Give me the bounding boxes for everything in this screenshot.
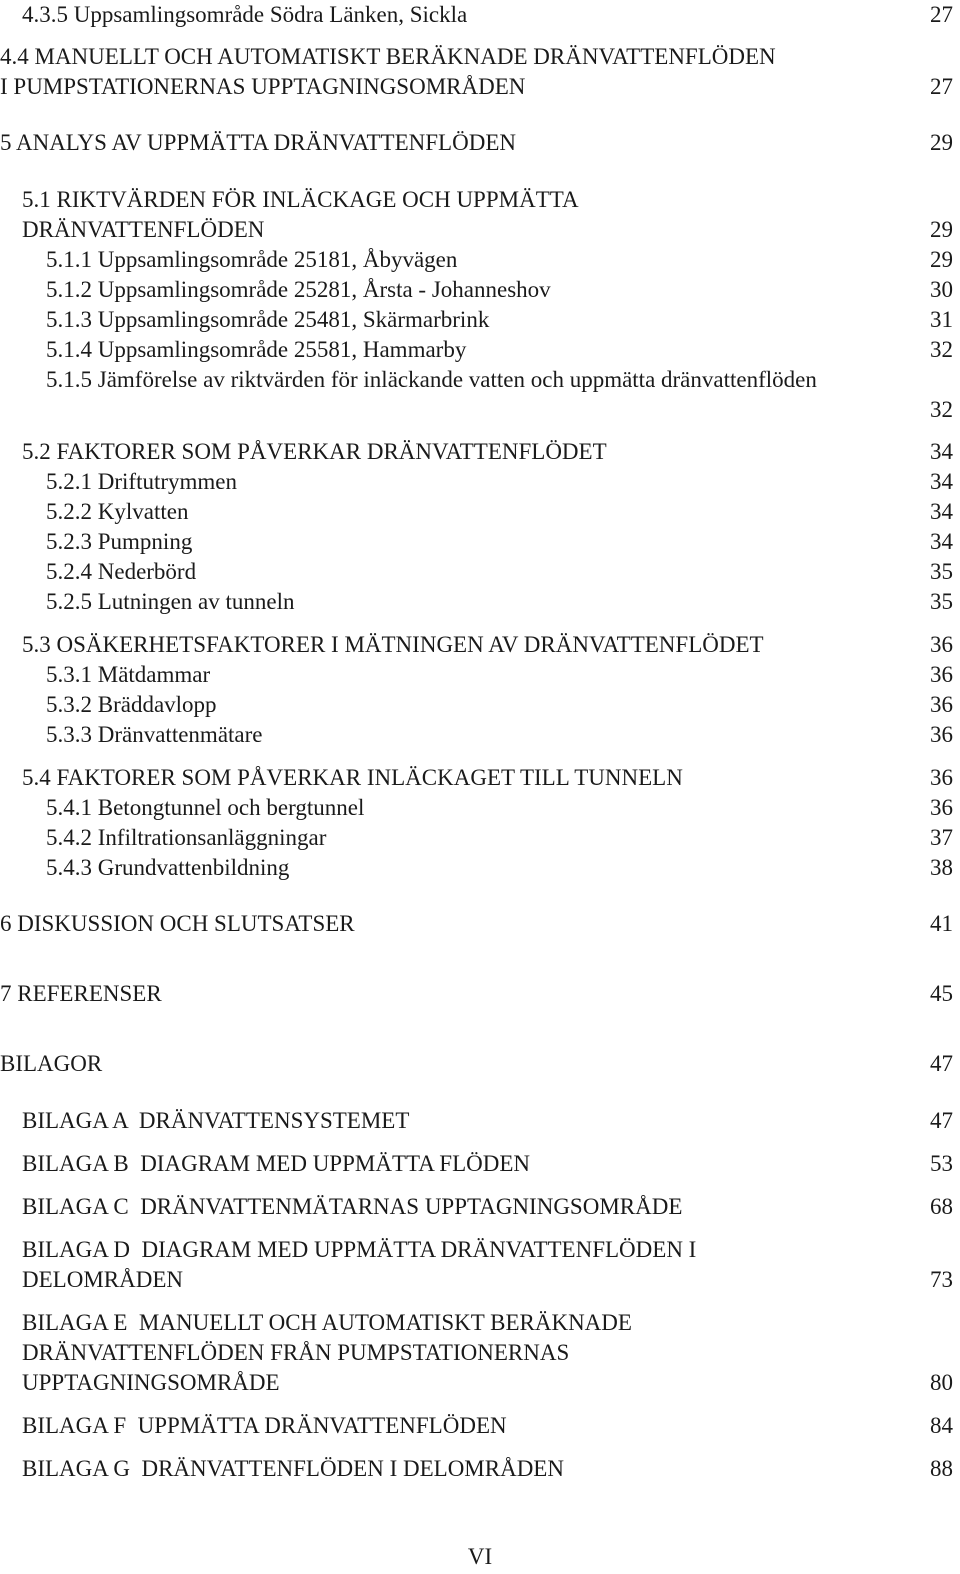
toc-page-number: 27 bbox=[930, 74, 953, 99]
toc-entry-line bbox=[46, 690, 953, 720]
toc-entry[interactable] bbox=[46, 720, 953, 750]
toc-entry-title: 5.2.2 Kylvatten bbox=[46, 499, 189, 524]
toc-entry[interactable] bbox=[46, 557, 953, 587]
toc-entry-line bbox=[46, 497, 953, 527]
toc-entry-line bbox=[22, 1411, 953, 1441]
toc-page-number: 47 bbox=[930, 1108, 953, 1133]
toc-page-number: 36 bbox=[930, 765, 953, 790]
toc-entry-title: BILAGA A DRÄNVATTENSYSTEMET bbox=[22, 1108, 410, 1133]
toc-entry-title: 5.1.4 Uppsamlingsområde 25581, Hammarby bbox=[46, 337, 467, 362]
toc-entry[interactable] bbox=[46, 497, 953, 527]
toc-page-number: 32 bbox=[930, 337, 953, 362]
toc-entry-line bbox=[46, 365, 953, 395]
toc-entry-title: 5.1.3 Uppsamlingsområde 25481, Skärmarbrink bbox=[46, 307, 490, 332]
toc-page-number: 38 bbox=[930, 855, 953, 880]
toc-page-number: 84 bbox=[930, 1413, 953, 1438]
toc-page-number: 53 bbox=[930, 1151, 953, 1176]
toc-entry-line bbox=[46, 275, 953, 305]
toc-page-number: 34 bbox=[930, 499, 953, 524]
toc-entry-title: BILAGA F UPPMÄTTA DRÄNVATTENFLÖDEN bbox=[22, 1413, 507, 1438]
toc-entry-line bbox=[46, 660, 953, 690]
toc-entry[interactable] bbox=[46, 467, 953, 497]
toc-entry[interactable] bbox=[22, 1149, 953, 1179]
toc-entry[interactable] bbox=[0, 909, 953, 939]
toc-entry-title: BILAGA B DIAGRAM MED UPPMÄTTA FLÖDEN bbox=[22, 1151, 531, 1176]
toc-page-number: 80 bbox=[930, 1370, 953, 1395]
toc-entry-title: 5.1 RIKTVÄRDEN FÖR INLÄCKAGE OCH UPPMÄTTA bbox=[22, 187, 579, 212]
toc-entry-line bbox=[46, 557, 953, 587]
toc-entry[interactable] bbox=[22, 185, 953, 245]
toc-entry-line bbox=[46, 245, 953, 275]
toc-entry-title: 5.4.1 Betongtunnel och bergtunnel bbox=[46, 795, 365, 820]
toc-entry[interactable] bbox=[22, 1411, 953, 1441]
toc-entry-line bbox=[22, 0, 953, 30]
toc-entry[interactable] bbox=[22, 1308, 953, 1398]
toc-entry-line bbox=[46, 335, 953, 365]
toc-entry-line bbox=[46, 467, 953, 497]
toc-entry-title: 5 ANALYS AV UPPMÄTTA DRÄNVATTENFLÖDEN bbox=[0, 130, 516, 155]
toc-entry-line bbox=[22, 215, 953, 245]
toc-page-number: 36 bbox=[930, 662, 953, 687]
toc-entry-title: I PUMPSTATIONERNAS UPPTAGNINGSOMRÅDEN bbox=[0, 74, 526, 99]
toc-entry-line bbox=[22, 185, 953, 215]
toc-page-number: 36 bbox=[930, 632, 953, 657]
toc-entry-title: 5.3.2 Bräddavlopp bbox=[46, 692, 217, 717]
toc-entry-title: 5.1.5 Jämförelse av riktvärden för inläckande vatten och uppmätta dränvattenflöden bbox=[46, 367, 817, 392]
toc-entry-line bbox=[46, 720, 953, 750]
toc-entry[interactable] bbox=[46, 365, 953, 425]
toc-page-number: 35 bbox=[930, 589, 953, 614]
toc-page-number: 41 bbox=[930, 911, 953, 936]
toc-entry[interactable] bbox=[22, 1235, 953, 1295]
toc-entry-title: 5.1.1 Uppsamlingsområde 25181, Åbyvägen bbox=[46, 247, 458, 272]
toc-entry-title: 5.2.5 Lutningen av tunneln bbox=[46, 589, 295, 614]
toc-entry-line bbox=[46, 395, 953, 425]
toc-entry-title: 5.4.2 Infiltrationsanläggningar bbox=[46, 825, 327, 850]
toc-entry[interactable] bbox=[0, 128, 953, 158]
toc-entry-title: 5.2 FAKTORER SOM PÅVERKAR DRÄNVATTENFLÖDET bbox=[22, 439, 607, 464]
toc-page-number: 29 bbox=[930, 130, 953, 155]
toc-entry-line bbox=[22, 1265, 953, 1295]
toc-page-number: 27 bbox=[930, 2, 953, 27]
toc-entry-line bbox=[46, 793, 953, 823]
toc-page-number: 36 bbox=[930, 692, 953, 717]
toc-page-number: 30 bbox=[930, 277, 953, 302]
toc-entry[interactable] bbox=[46, 690, 953, 720]
toc-entry[interactable] bbox=[0, 979, 953, 1009]
toc-entry[interactable] bbox=[46, 305, 953, 335]
toc-entry-line bbox=[46, 823, 953, 853]
toc-page-number: 34 bbox=[930, 439, 953, 464]
toc-entry[interactable] bbox=[0, 1049, 953, 1079]
toc-entry-title: 5.1.2 Uppsamlingsområde 25281, Årsta - Johanneshov bbox=[46, 277, 551, 302]
toc-entry-title: 5.3.3 Dränvattenmätare bbox=[46, 722, 263, 747]
toc-entry-title: 4.3.5 Uppsamlingsområde Södra Länken, Sickla bbox=[22, 2, 468, 27]
toc-entry-title: BILAGA C DRÄNVATTENMÄTARNAS UPPTAGNINGSOMRÅDE bbox=[22, 1194, 683, 1219]
toc-page-number: 45 bbox=[930, 981, 953, 1006]
toc-entry-title: BILAGA D DIAGRAM MED UPPMÄTTA DRÄNVATTENFLÖDEN I bbox=[22, 1237, 697, 1262]
toc-entry[interactable] bbox=[22, 1106, 953, 1136]
toc-page-number: 88 bbox=[930, 1456, 953, 1481]
toc-entry-title: BILAGA E MANUELLT OCH AUTOMATISKT BERÄKNADE bbox=[22, 1310, 632, 1335]
toc-entry-title: BILAGA G DRÄNVATTENFLÖDEN I DELOMRÅDEN bbox=[22, 1456, 564, 1481]
toc-entry-line bbox=[22, 1106, 953, 1136]
toc-entry[interactable] bbox=[46, 245, 953, 275]
toc-entry[interactable] bbox=[46, 853, 953, 883]
toc-entry-title: UPPTAGNINGSOMRÅDE bbox=[22, 1370, 280, 1395]
toc-page-number: 29 bbox=[930, 217, 953, 242]
toc-entry[interactable] bbox=[46, 527, 953, 557]
toc-entry[interactable] bbox=[46, 275, 953, 305]
toc-entry-line bbox=[22, 437, 953, 467]
toc-entry-title: 5.2.1 Driftutrymmen bbox=[46, 469, 237, 494]
toc-entry[interactable] bbox=[46, 587, 953, 617]
toc-page-number: 34 bbox=[930, 529, 953, 554]
toc-entry-line bbox=[0, 1049, 953, 1079]
toc-entry-title: DRÄNVATTENFLÖDEN bbox=[22, 217, 265, 242]
toc-page-number: 73 bbox=[930, 1267, 953, 1292]
toc-entry[interactable] bbox=[46, 335, 953, 365]
toc-entry[interactable] bbox=[22, 437, 953, 467]
toc-entry[interactable] bbox=[22, 1454, 953, 1484]
toc-entry-line bbox=[22, 630, 953, 660]
toc-entry-line bbox=[22, 1235, 953, 1265]
toc-page-number: 29 bbox=[930, 247, 953, 272]
toc-entry[interactable] bbox=[22, 763, 953, 793]
toc-page-number: 36 bbox=[930, 795, 953, 820]
toc-entry-line bbox=[46, 587, 953, 617]
toc-entry-line bbox=[22, 1338, 953, 1368]
toc-entry-line bbox=[0, 909, 953, 939]
toc-entry-title: 5.4 FAKTORER SOM PÅVERKAR INLÄCKAGET TILL TUNNELN bbox=[22, 765, 683, 790]
toc-entry-line bbox=[0, 979, 953, 1009]
toc-entry-line bbox=[22, 763, 953, 793]
toc-entry-line bbox=[22, 1454, 953, 1484]
toc-entry[interactable] bbox=[46, 823, 953, 853]
toc-entry-title: DELOMRÅDEN bbox=[22, 1267, 183, 1292]
toc-entry-title: BILAGOR bbox=[0, 1051, 103, 1076]
toc-page-number: 31 bbox=[930, 307, 953, 332]
toc-entry-line bbox=[0, 72, 953, 102]
toc-entry[interactable] bbox=[0, 42, 953, 102]
toc-entry-line bbox=[22, 1192, 953, 1222]
toc-entry-title: 6 DISKUSSION OCH SLUTSATSER bbox=[0, 911, 355, 936]
toc-entry-line bbox=[22, 1149, 953, 1179]
toc-page-number: 68 bbox=[930, 1194, 953, 1219]
toc-entry-line bbox=[0, 42, 953, 72]
toc-entry-title: 4.4 MANUELLT OCH AUTOMATISKT BERÄKNADE DRÄNVATTENFLÖDEN bbox=[0, 44, 776, 69]
toc-entry-title: 5.2.3 Pumpning bbox=[46, 529, 193, 554]
toc-entry-title: 7 REFERENSER bbox=[0, 981, 162, 1006]
toc-entry[interactable] bbox=[22, 0, 953, 30]
toc-entry-title: 5.2.4 Nederbörd bbox=[46, 559, 197, 584]
toc-entry-line bbox=[22, 1368, 953, 1398]
toc-entry-line bbox=[46, 305, 953, 335]
toc-entry[interactable] bbox=[22, 630, 953, 660]
page-number: VI bbox=[467, 1544, 493, 1569]
toc-entry-title: 5.4.3 Grundvattenbildning bbox=[46, 855, 290, 880]
toc-entry-line bbox=[46, 527, 953, 557]
toc-entry[interactable] bbox=[46, 793, 953, 823]
toc-page-number: 35 bbox=[930, 559, 953, 584]
toc-entry-line bbox=[46, 853, 953, 883]
toc-entry-line bbox=[0, 128, 953, 158]
toc-entry-title: 5.3 OSÄKERHETSFAKTORER I MÄTNINGEN AV DRÄNVATTENFLÖDET bbox=[22, 632, 764, 657]
toc-entry[interactable] bbox=[22, 1192, 953, 1222]
toc-page-number: 34 bbox=[930, 469, 953, 494]
toc-page-number: 32 bbox=[930, 397, 953, 422]
toc-entry[interactable] bbox=[46, 660, 953, 690]
toc-page-number: 47 bbox=[930, 1051, 953, 1076]
toc-entry-title: DRÄNVATTENFLÖDEN FRÅN PUMPSTATIONERNAS bbox=[22, 1340, 570, 1365]
toc-page-number: 36 bbox=[930, 722, 953, 747]
toc-page-number: 37 bbox=[930, 825, 953, 850]
toc-entry-line bbox=[22, 1308, 953, 1338]
toc-entry-title: 5.3.1 Mätdammar bbox=[46, 662, 211, 687]
